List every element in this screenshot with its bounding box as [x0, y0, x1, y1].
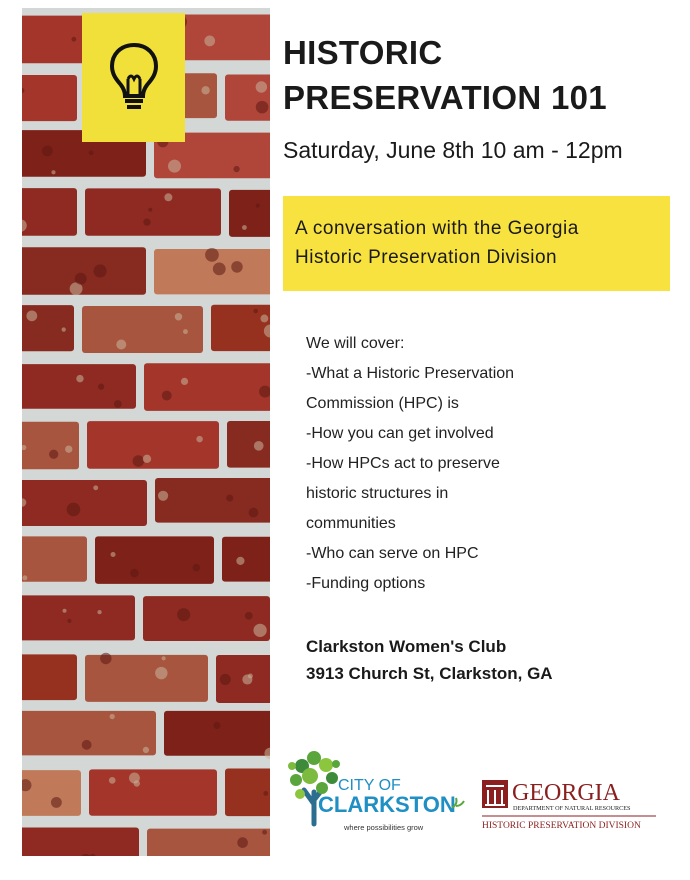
brick-texture [158, 491, 168, 501]
brick-texture [168, 160, 181, 173]
brick-texture [67, 503, 81, 517]
brick-texture [175, 313, 182, 320]
lightbulb-icon [108, 41, 160, 113]
brick-texture [256, 81, 267, 92]
cover-line: communities [306, 515, 396, 532]
brick-texture [196, 436, 202, 442]
brick-texture [42, 146, 53, 157]
brick [22, 188, 77, 236]
brick-texture [155, 667, 167, 679]
city-of-clarkston-logo [284, 744, 474, 840]
brick [22, 480, 147, 526]
brick-texture [129, 773, 140, 784]
brick [227, 421, 270, 468]
brick-texture [233, 166, 239, 172]
brick-texture [133, 455, 145, 467]
brick-texture [263, 791, 268, 796]
brick-texture [51, 797, 62, 808]
brick [22, 422, 79, 469]
brick [85, 188, 221, 235]
brick-texture [204, 36, 215, 47]
brick [222, 537, 270, 582]
brick-texture [100, 653, 111, 664]
brick-texture [110, 714, 115, 719]
brick-texture [242, 225, 247, 230]
brick-texture [26, 310, 37, 321]
brick-texture [148, 208, 152, 212]
brick-texture [98, 384, 104, 390]
georgia-dept: DEPARTMENT OF NATURAL RESOURCES [513, 805, 631, 812]
brick-texture [97, 610, 101, 614]
cover-line: -How HPCs act to preserve [306, 455, 500, 472]
brick-texture [164, 193, 172, 201]
brick-texture [262, 830, 267, 835]
brick-texture [245, 612, 253, 620]
brick-texture [248, 674, 253, 679]
brick-texture [111, 552, 116, 557]
lightbulb-tile [82, 13, 185, 142]
cover-line: -What a Historic Preservation [306, 365, 515, 382]
brick-texture [231, 261, 243, 273]
brick [22, 247, 146, 295]
title-line-2: PRESERVATION 101 [283, 79, 607, 116]
georgia-division: HISTORIC PRESERVATION DIVISION [482, 821, 641, 831]
brick-texture [162, 391, 172, 401]
brick-texture [49, 450, 58, 459]
brick-texture [253, 309, 258, 314]
brick-texture [183, 329, 188, 334]
brick-texture [236, 557, 244, 565]
clarkston-tagline: where possibilities grow [344, 823, 424, 832]
cover-line: We will cover: [306, 335, 405, 352]
cover-line: -Who can serve on HPC [306, 545, 479, 562]
brick-texture [143, 218, 150, 225]
brick [95, 536, 214, 583]
brick-texture [220, 674, 231, 685]
brick-texture [71, 37, 76, 42]
brick [22, 770, 81, 816]
brick-texture [82, 740, 92, 750]
brick-texture [116, 339, 126, 349]
georgia-seal-icon [482, 780, 508, 808]
brick [225, 75, 270, 121]
brick [144, 363, 270, 411]
brick-texture [162, 656, 166, 660]
conversation-banner [283, 196, 670, 291]
banner-line-2: Historic Preservation Division [295, 247, 558, 268]
title-line-1: HISTORIC [283, 34, 443, 71]
brick-texture [213, 722, 220, 729]
brick [147, 829, 270, 856]
cover-line: -Funding options [306, 575, 426, 592]
brick-texture [253, 624, 266, 637]
brick [225, 768, 270, 816]
brick-texture [226, 495, 233, 502]
brick [22, 536, 87, 581]
brick [229, 190, 270, 237]
cover-line: -How you can get involved [306, 425, 494, 442]
cover-line: historic structures in [306, 485, 449, 502]
brick [89, 769, 217, 815]
brick [87, 421, 219, 469]
brick [22, 654, 77, 700]
georgia-name: GEORGIA [512, 780, 620, 806]
brick-texture [62, 327, 66, 331]
brick-texture [51, 170, 55, 174]
brick-texture [260, 315, 268, 323]
brick-texture [193, 564, 201, 572]
brick-texture [22, 575, 27, 580]
brick-texture [256, 203, 260, 207]
brick-texture [256, 101, 269, 114]
brick-texture [249, 508, 259, 518]
brick-texture [254, 441, 264, 451]
brick-texture [109, 777, 116, 784]
brick-texture [201, 86, 209, 94]
brick-texture [67, 619, 71, 623]
brick [164, 711, 270, 756]
venue-address: 3913 Church St, Clarkston, GA [306, 664, 553, 683]
clarkston-city-of: CITY OF [338, 777, 401, 794]
brick-texture [63, 609, 67, 613]
georgia-dnr-logo [480, 774, 660, 834]
brick-texture [94, 264, 107, 277]
brick-texture [76, 375, 83, 382]
brick-texture [65, 445, 72, 452]
brick-texture [213, 262, 226, 275]
brick [211, 305, 270, 351]
poster-title [283, 30, 607, 120]
brick-texture [181, 378, 188, 385]
event-date: Saturday, June 8th 10 am - 12pm [283, 137, 623, 163]
cover-line: Commission (HPC) is [306, 395, 459, 412]
brick-texture [114, 400, 122, 408]
venue-name: Clarkston Women's Club [306, 637, 507, 656]
brick-texture [143, 747, 149, 753]
brick-texture [93, 485, 98, 490]
brick-texture [143, 455, 151, 463]
clarkston-name: CLARKSTON [318, 792, 456, 817]
brick-texture [237, 837, 248, 848]
brick-texture [89, 150, 94, 155]
brick [22, 827, 139, 856]
brick-texture [75, 273, 87, 285]
brick-texture [130, 569, 139, 578]
brick-texture [205, 248, 219, 262]
brick [22, 595, 135, 640]
brick [22, 75, 77, 121]
brick-texture [177, 608, 190, 621]
banner-line-1: A conversation with the Georgia [295, 218, 579, 239]
